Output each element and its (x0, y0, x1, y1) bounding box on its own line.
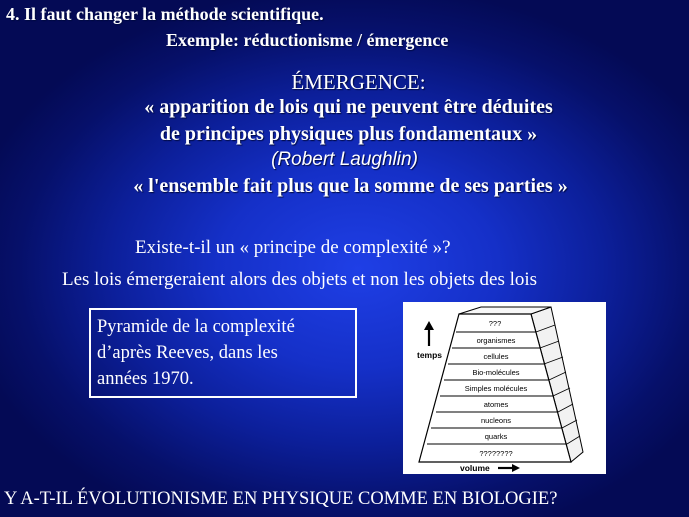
complexity-pyramid-diagram (403, 302, 606, 474)
complexity-question: Existe-t-il un « principe de complexité »? (135, 237, 451, 258)
volume-arrow-head (512, 464, 520, 472)
level-label: organismes (476, 336, 516, 345)
level-label: nucleons (480, 416, 512, 425)
axis-time-label: temps (417, 350, 443, 360)
laws-statement: Les lois émergeraient alors des objets et non les objets des lois (62, 269, 538, 290)
level-label: ???????? (479, 449, 513, 458)
emergence-heading: ÉMERGENCE: (291, 70, 426, 94)
reeves-line-2: d’après Reeves, dans les (97, 343, 278, 363)
level-label: quarks (484, 432, 508, 441)
time-arrow-head (424, 321, 434, 330)
level-label: cellules (483, 352, 509, 361)
reeves-line-3: années 1970. (97, 369, 194, 389)
quote-line-3: « l'ensemble fait plus que la somme de ses parties » (133, 175, 568, 197)
axis-volume-label: volume (460, 463, 490, 473)
bottom-question: Y A-T-IL ÉVOLUTIONISME EN PHYSIQUE COMME EN BIOLOGIE? (4, 489, 558, 509)
quote-line-1: « apparition de lois qui ne peuvent être déduites (144, 96, 553, 118)
level-label: ??? (488, 319, 502, 328)
level-label: Simples molécules (464, 384, 528, 393)
level-label: atomes (483, 400, 509, 409)
slide-title: 4. Il faut changer la méthode scientifique. (6, 4, 324, 24)
reeves-caption-box (89, 308, 357, 398)
quote-author: (Robert Laughlin) (271, 149, 418, 170)
level-label: Bio-molécules (472, 368, 520, 377)
pyramid-svg (403, 302, 606, 474)
reeves-line-1: Pyramide de la complexité (97, 317, 295, 337)
slide-subtitle: Exemple: réductionisme / émergence (166, 30, 449, 50)
quote-line-2: de principes physiques plus fondamentaux » (159, 123, 538, 145)
